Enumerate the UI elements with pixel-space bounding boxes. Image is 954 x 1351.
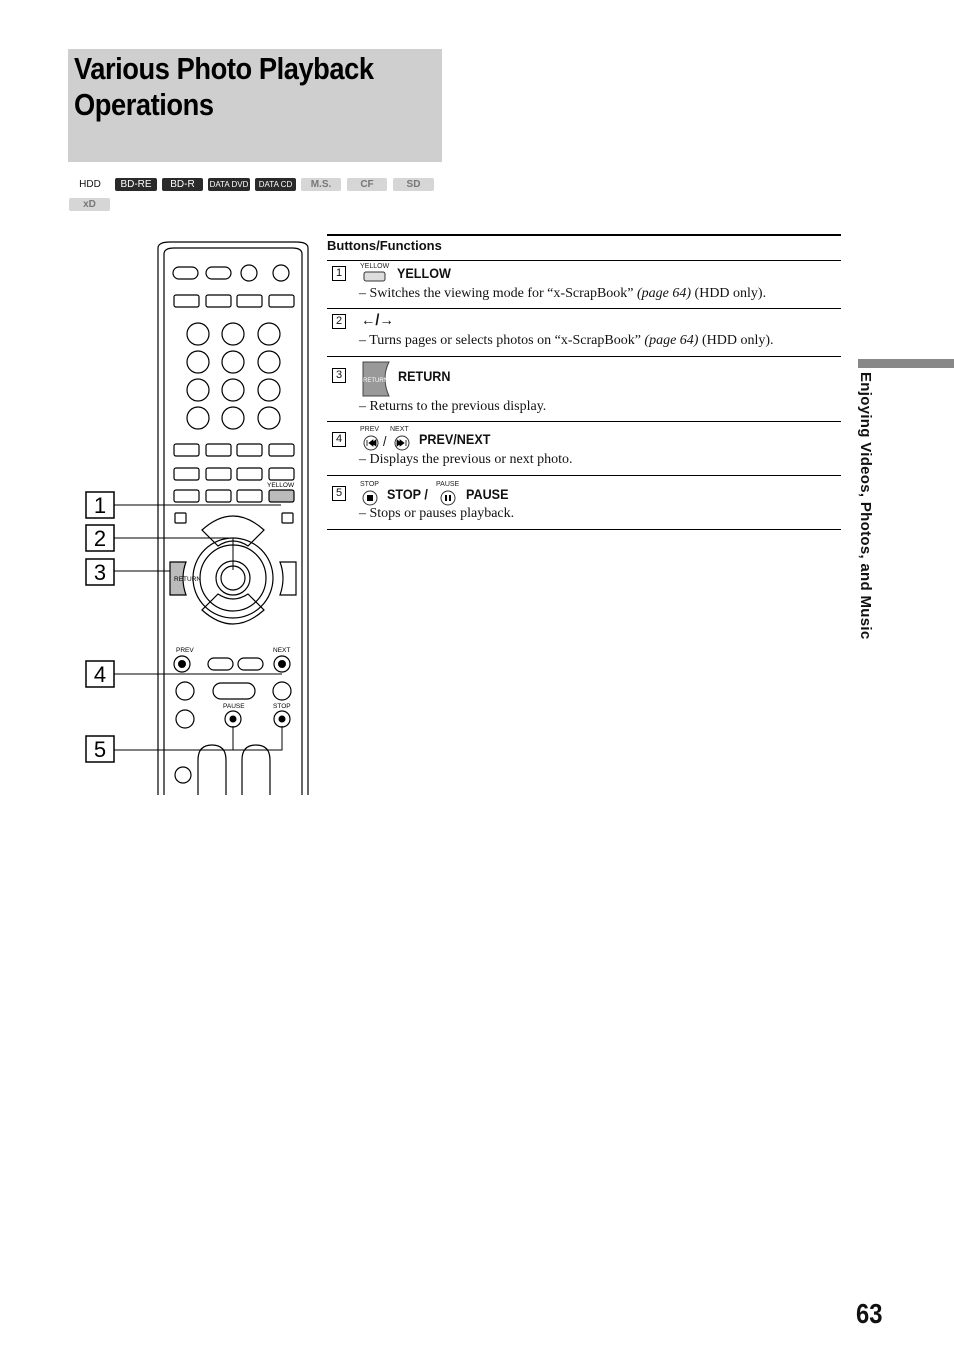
return-button-icon [359,360,395,398]
stop-icon [362,490,378,506]
table-row [327,422,841,476]
row-number: 2 [332,314,346,329]
media-badge-data-cd: DATA CD [255,178,296,191]
media-badge-bd-re: BD-RE [115,178,157,191]
media-badge-cf: CF [347,178,387,191]
row-description: – Stops or pauses playback. [359,506,515,521]
remote-pause-label: PAUSE [223,703,245,710]
section-side-label: Enjoying Videos, Photos, and Music [857,372,874,640]
stop-label: STOP / [387,486,428,502]
title-banner [68,49,442,162]
row-description: – Turns pages or selects photos on “x-ScrapBook” (page 64) (HDD only). [359,333,774,348]
row-label: PREV/NEXT [419,431,491,447]
remote-return-label: RETURN [174,576,202,583]
slash-separator: / [383,433,387,449]
page-title: Various Photo Playback Operations [74,51,374,122]
media-badge-sd: SD [393,178,434,191]
media-badge-ms: M.S. [301,178,341,191]
callout-4: 4 [93,662,107,687]
callout-2: 2 [93,526,107,551]
row-description: – Displays the previous or next photo. [359,452,573,467]
table-header-label: Buttons/Functions [327,238,442,253]
row-label: RETURN [398,368,451,384]
section-tab-bar [858,359,954,368]
row-description: – Returns to the previous display. [359,399,547,414]
remote-control-illustration [80,240,315,800]
remote-next-label: NEXT [273,647,291,654]
next-icon [394,435,410,451]
table-header [327,234,841,261]
prev-caption: PREV [360,426,380,433]
callout-5: 5 [93,737,107,762]
media-badge-xd: xD [69,198,110,211]
pause-icon [440,490,456,506]
row-number: 3 [332,368,346,383]
yellow-button-caption: YELLOW [360,263,390,270]
row-number: 5 [332,486,346,501]
table-row [327,309,841,357]
media-badge-hdd: HDD [79,179,101,190]
arrow-keys-label: ←/→ [361,312,394,329]
pause-label: PAUSE [466,486,509,502]
row-description: – Switches the viewing mode for “x-ScrapBook” (page 64) (HDD only). [359,286,767,301]
remote-stop-label: STOP [273,703,291,710]
stop-caption: STOP [360,481,379,488]
row-number: 1 [332,266,346,281]
svg-text:RETURN: RETURN [363,378,388,384]
row-number: 4 [332,432,346,447]
remote-prev-label: PREV [176,647,194,654]
callout-3: 3 [93,560,107,585]
table-row [327,260,841,309]
table-row [327,476,841,530]
callout-1: 1 [93,493,107,518]
next-caption: NEXT [390,426,409,433]
row-label: YELLOW [397,265,451,281]
buttons-functions-table [327,234,841,521]
page-number: 63 [856,1298,883,1329]
table-row [327,357,841,422]
prev-icon [363,435,379,451]
pause-caption: PAUSE [436,481,460,488]
remote-yellow-label: YELLOW [267,482,295,489]
media-badge-data-dvd: DATA DVD [209,180,249,189]
media-badge-bd-r: BD-R [162,178,203,191]
yellow-button-icon [363,271,387,283]
